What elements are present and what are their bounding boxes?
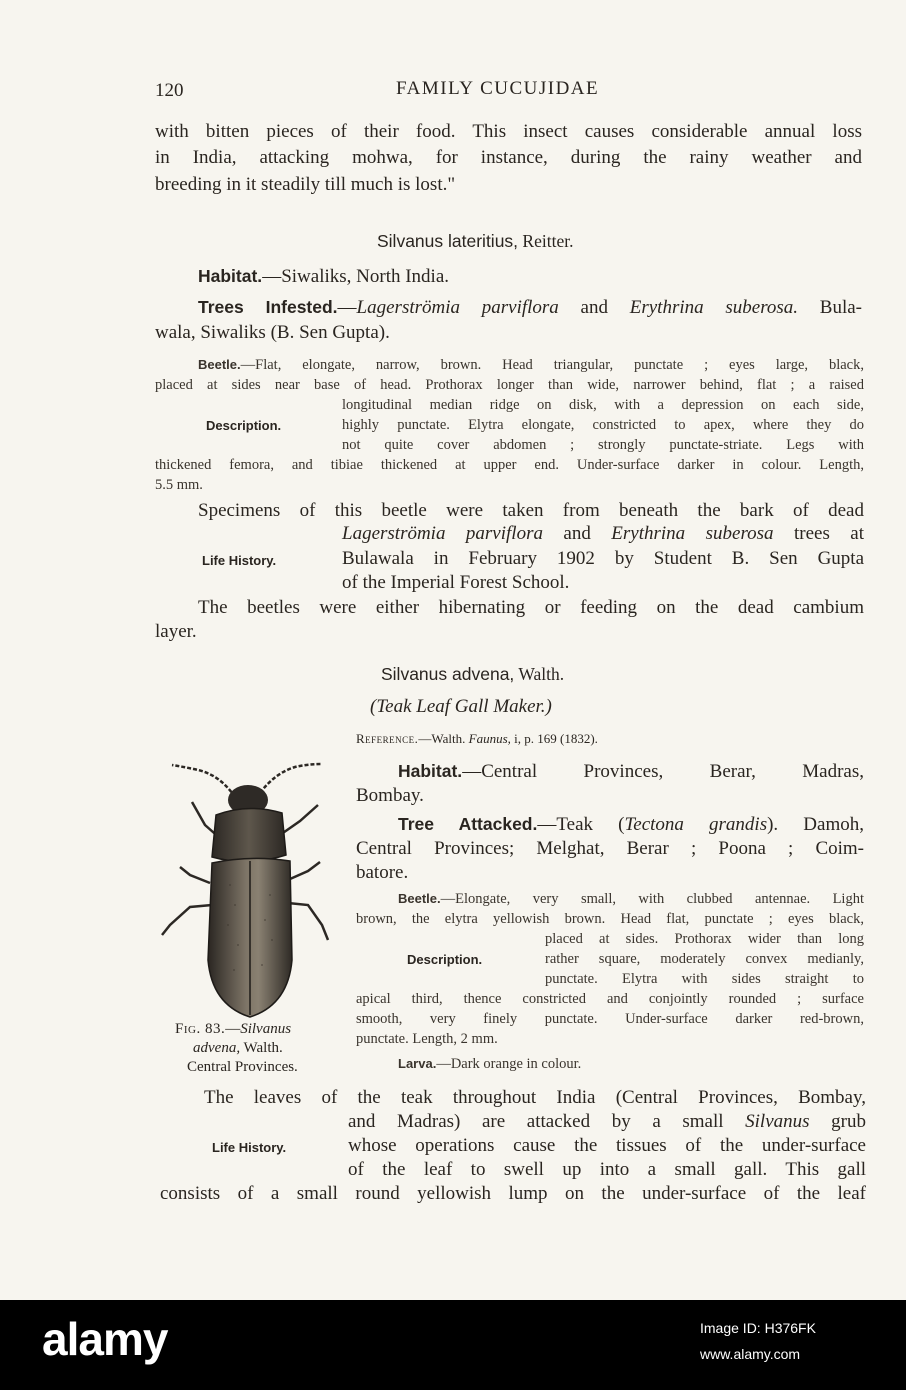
intro-line-2: in India, attacking mohwa, for instance, during the rainy weather and [155, 147, 862, 168]
species-2-title [381, 664, 564, 685]
species-1-trees-line-2: wala, Siwaliks (B. Sen Gupta). [155, 322, 390, 343]
tree-label: Tree Attacked. [398, 814, 538, 834]
sp1-life-history-side-label: Life History. [202, 553, 277, 568]
species-1-name: Silvanus lateritius, [377, 231, 519, 251]
sp2-life-line-1: The leaves of the teak throughout India (Central Provinces, Bombay, [204, 1087, 866, 1108]
species-1-habitat [198, 266, 449, 288]
sp2-life-history-side-label: Life History. [212, 1140, 287, 1155]
species-2-author: Walth. [514, 664, 565, 684]
sp2-larva [398, 1056, 581, 1073]
species-2-name: Silvanus advena, [381, 664, 515, 684]
common-name-text: (Teak Leaf Gall Maker.) [370, 696, 552, 717]
reference-journal: Faunus, [468, 731, 511, 746]
sp2-desc-line-4: rather square, moderately convex medianly, [545, 951, 864, 967]
desc-text: —Flat, elongate, narrow, brown. Head triangular, punctate ; eyes large, black, [240, 357, 864, 373]
figure-species: advena, [193, 1040, 241, 1056]
plant-name: Lagerströmia parviflora [342, 523, 543, 544]
figure-author: Walth. [240, 1040, 283, 1056]
reference-text: —Walth. [418, 731, 469, 746]
plant-name: Lagerströmia parviflora [356, 297, 559, 318]
figure-caption-line-1 [175, 1021, 291, 1038]
sp2-desc-line-2: brown, the elytra yellowish brown. Head flat, punctate ; eyes black, [356, 911, 864, 927]
habitat-label: Habitat. [398, 761, 463, 781]
sp1-life-line-3: Bulawala in February 1902 by Student B. Sen Gupta [342, 548, 864, 569]
reference-end: i, p. 169 (1832). [510, 731, 598, 746]
sp2-tree-line-1 [398, 814, 864, 836]
figure-number: Fig. 83. [175, 1021, 226, 1037]
running-title: FAMILY CUCUJIDAE [396, 78, 600, 99]
life-text: grub [809, 1111, 866, 1132]
sp2-desc-line-1 [398, 891, 864, 908]
tree-text: ). Damoh, [767, 814, 864, 835]
habitat-label: Habitat. [198, 266, 263, 286]
larva-text: —Dark orange in colour. [436, 1056, 582, 1072]
beetle-label: Beetle. [398, 891, 441, 906]
sp1-desc-line-6: thickened femora, and tibiae thickened at upper end. Under-surface darker in colour. Length, [155, 457, 864, 473]
sp2-life-line-4: of the leaf to swell up into a small gall. This gall [348, 1159, 866, 1180]
sp2-tree-line-2: Central Provinces; Melghat, Berar ; Poona ; Coim- [356, 838, 864, 859]
dash: — [225, 1021, 241, 1037]
stock-image-id: Image ID: H376FK [700, 1320, 816, 1336]
sp2-life-line-3: whose operations cause the tissues of the under-surface [348, 1135, 866, 1156]
page-number: 120 [155, 80, 184, 101]
sp2-desc-line-7: smooth, very finely punctate. Under-surface darker red-brown, [356, 1011, 864, 1027]
sp2-life-line-2 [348, 1111, 866, 1133]
habitat-text: —Central Provinces, Berar, Madras, [462, 761, 864, 782]
sp1-life-line-4: of the Imperial Forest School. [342, 572, 570, 593]
desc-text: —Elongate, very small, with clubbed antennae. Light [440, 891, 864, 907]
sp1-desc-line-4: highly punctate. Elytra elongate, constricted to apex, where they do [342, 417, 864, 433]
sp1-life-line-5: The beetles were either hibernating or feeding on the dead cambium [198, 597, 864, 618]
sp1-desc-line-1 [198, 357, 864, 374]
plant-name: Erythrina suberosa [611, 523, 774, 544]
figure-caption-line-3: Central Provinces. [187, 1059, 298, 1075]
sp2-life-line-5: consists of a small round yellowish lump on the under-surface of the leaf [160, 1183, 866, 1204]
sp1-description-side-label: Description. [206, 418, 282, 433]
larva-label: Larva. [398, 1056, 437, 1071]
sp2-desc-line-8: punctate. Length, 2 mm. [356, 1031, 498, 1047]
conjunction: and [558, 297, 630, 318]
figure-genus: Silvanus [240, 1021, 292, 1037]
sp2-tree-line-3: batore. [356, 862, 409, 883]
plant-name: Tectona grandis [624, 814, 768, 835]
line-end: Bula- [798, 297, 862, 318]
sp2-desc-line-5: punctate. Elytra with sides straight to [545, 971, 864, 987]
sp1-desc-line-7: 5.5 mm. [155, 477, 203, 493]
genus-name: Silvanus [745, 1111, 810, 1132]
species-1-author: Reitter. [518, 231, 574, 251]
species-2-reference [356, 731, 598, 747]
habitat-text: —Siwaliks, North India. [262, 266, 450, 287]
reference-label: Reference. [356, 731, 419, 746]
stock-logo: alamy [42, 1313, 168, 1365]
sp2-desc-line-3: placed at sides. Prothorax wider than long [545, 931, 864, 947]
beetle-figure [150, 755, 335, 1023]
life-text: and Madras) are attacked by a small [348, 1111, 746, 1132]
sp2-habitat-line-1 [398, 761, 864, 783]
stock-url: www.alamy.com [700, 1346, 801, 1362]
species-1-title [377, 231, 573, 252]
line-end: trees at [773, 523, 865, 544]
sp1-life-line-1: Specimens of this beetle were taken from beneath the bark of dead [198, 500, 864, 521]
sp1-desc-line-3: longitudinal median ridge on disk, with a depression on each side, [342, 397, 864, 413]
trees-label: Trees Infested. [198, 297, 338, 317]
sp1-life-line-2 [342, 523, 864, 545]
dash: — [337, 297, 357, 318]
tree-text: —Teak ( [537, 814, 625, 835]
intro-line-3: breeding in it steadily till much is lost." [155, 174, 456, 195]
beetle-label: Beetle. [198, 357, 241, 372]
intro-line-1: with bitten pieces of their food. This insect causes considerable annual loss [155, 121, 862, 142]
species-2-common-name [370, 696, 552, 718]
species-1-trees-line-1 [198, 297, 862, 319]
sp2-habitat-line-2: Bombay. [356, 785, 424, 806]
sp1-life-line-6: layer. [155, 621, 197, 642]
sp2-desc-line-6: apical third, thence constricted and conjointly rounded ; surface [356, 991, 864, 1007]
plant-name: Erythrina suberosa. [629, 297, 799, 318]
figure-caption-line-2 [193, 1040, 283, 1057]
sp2-description-side-label: Description. [407, 952, 483, 967]
sp1-desc-line-5: not quite cover abdomen ; strongly punctate-striate. Legs with [342, 437, 864, 453]
sp1-desc-line-2: placed at sides near base of head. Prothorax longer than wide, narrower behind, flat ; a raised [155, 377, 864, 393]
conjunction: and [542, 523, 612, 544]
